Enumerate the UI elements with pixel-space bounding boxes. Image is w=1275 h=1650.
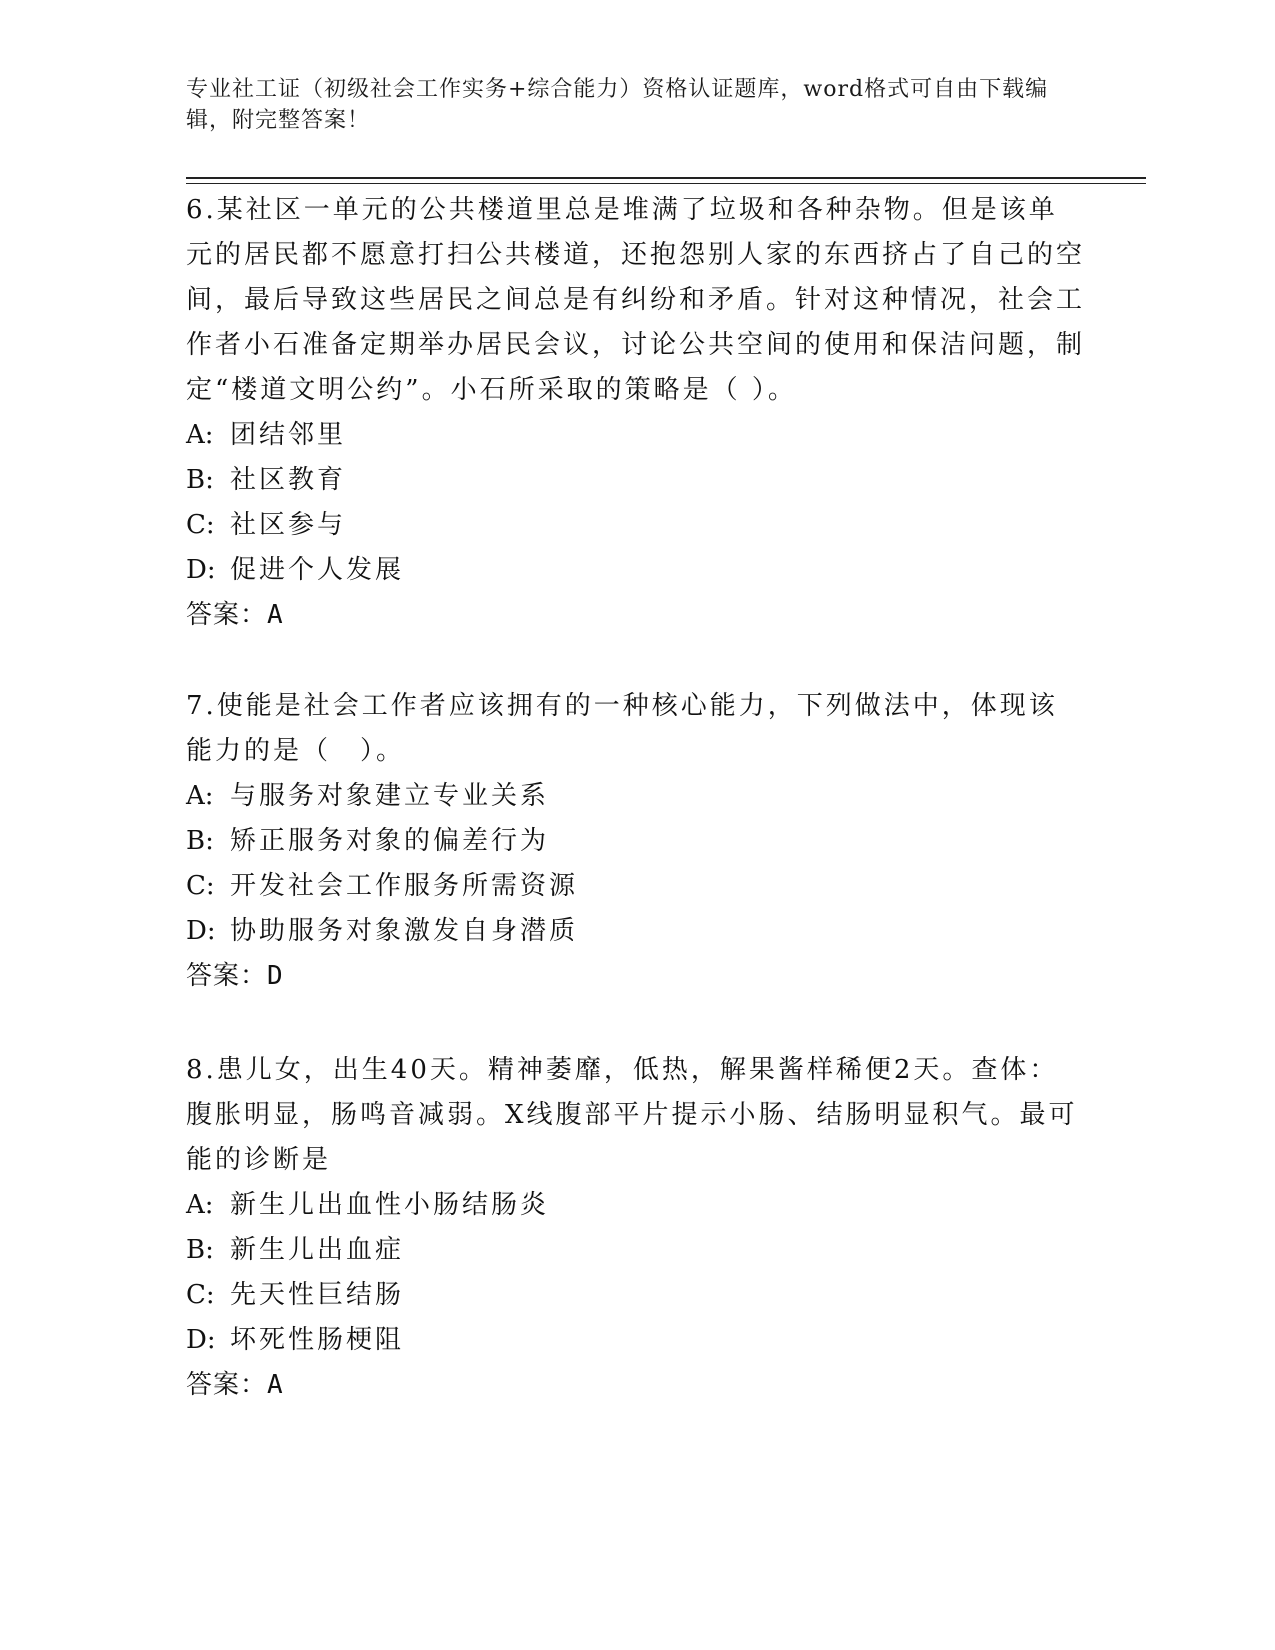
option-letter: B: — [186, 826, 214, 856]
option-text: 社区教育 — [230, 465, 347, 495]
option-c — [186, 1273, 1086, 1318]
option-letter: B: — [186, 465, 214, 495]
question-6 — [186, 188, 1086, 638]
option-letter: D: — [186, 1325, 216, 1355]
option-a — [186, 1183, 1086, 1228]
question-8 — [186, 1048, 1086, 1408]
option-text: 社区参与 — [230, 510, 347, 540]
option-text: 新生儿出血性小肠结肠炎 — [230, 1190, 550, 1220]
option-letter: A: — [186, 781, 214, 811]
option-a — [186, 774, 1086, 819]
question-7 — [186, 684, 1086, 999]
header-title: 专业社工证（初级社会工作实务+综合能力）资格认证题库，word格式可自由下载编辑，附完整答案！ — [186, 77, 1049, 133]
option-letter: C: — [186, 871, 215, 901]
answer-label: 答案： — [186, 1370, 268, 1400]
option-text: 开发社会工作服务所需资源 — [230, 871, 579, 901]
question-stem: 7.使能是社会工作者应该拥有的一种核心能力，下列做法中，体现该能力的是（ ）。 — [186, 691, 1058, 766]
header-divider-thick — [186, 177, 1146, 179]
option-a — [186, 413, 1086, 458]
option-text: 先天性巨结肠 — [230, 1280, 405, 1310]
option-c — [186, 503, 1086, 548]
answer-value: D — [267, 961, 284, 991]
option-text: 与服务对象建立专业关系 — [230, 781, 550, 811]
answer-line — [186, 954, 1086, 999]
option-b — [186, 819, 1086, 864]
option-letter: A: — [186, 1190, 214, 1220]
option-d — [186, 909, 1086, 954]
option-d — [186, 1318, 1086, 1363]
answer-line — [186, 1363, 1086, 1408]
header-divider-thin — [186, 183, 1146, 184]
option-letter: D: — [186, 916, 216, 946]
option-text: 新生儿出血症 — [230, 1235, 405, 1265]
answer-label: 答案： — [186, 600, 268, 630]
question-stem: 6.某社区一单元的公共楼道里总是堆满了垃圾和各种杂物。但是该单元的居民都不愿意打扫公共楼道，还抱怨别人家的东西挤占了自己的空间，最后导致这些居民之间总是有纠纷和矛盾。针对这种情况，社会工作者小石准备定期举办居民会议，讨论公共空间的使用和保洁问题，制定“楼道文明公约”。小石所采取的策略是（ ）。 — [186, 195, 1086, 405]
option-letter: C: — [186, 510, 215, 540]
option-c — [186, 864, 1086, 909]
option-letter: C: — [186, 1280, 215, 1310]
answer-value: A — [267, 1370, 284, 1400]
option-letter: B: — [186, 1235, 214, 1265]
answer-value: A — [267, 600, 284, 630]
option-text: 矫正服务对象的偏差行为 — [230, 826, 550, 856]
option-text: 团结邻里 — [230, 420, 347, 450]
option-letter: D: — [186, 555, 216, 585]
option-letter: A: — [186, 420, 214, 450]
answer-line — [186, 593, 1086, 638]
option-d — [186, 548, 1086, 593]
question-stem: 8.患儿女，出生40天。精神萎靡，低热，解果酱样稀便2天。查体：腹胀明显，肠鸣音减弱。X线腹部平片提示小肠、结肠明显积气。最可能的诊断是 — [186, 1055, 1078, 1175]
option-text: 坏死性肠梗阻 — [230, 1325, 405, 1355]
option-b — [186, 458, 1086, 503]
answer-label: 答案： — [186, 961, 268, 991]
option-b — [186, 1228, 1086, 1273]
option-text: 促进个人发展 — [230, 555, 405, 585]
document-header — [186, 74, 1086, 136]
option-text: 协助服务对象激发自身潜质 — [230, 916, 579, 946]
